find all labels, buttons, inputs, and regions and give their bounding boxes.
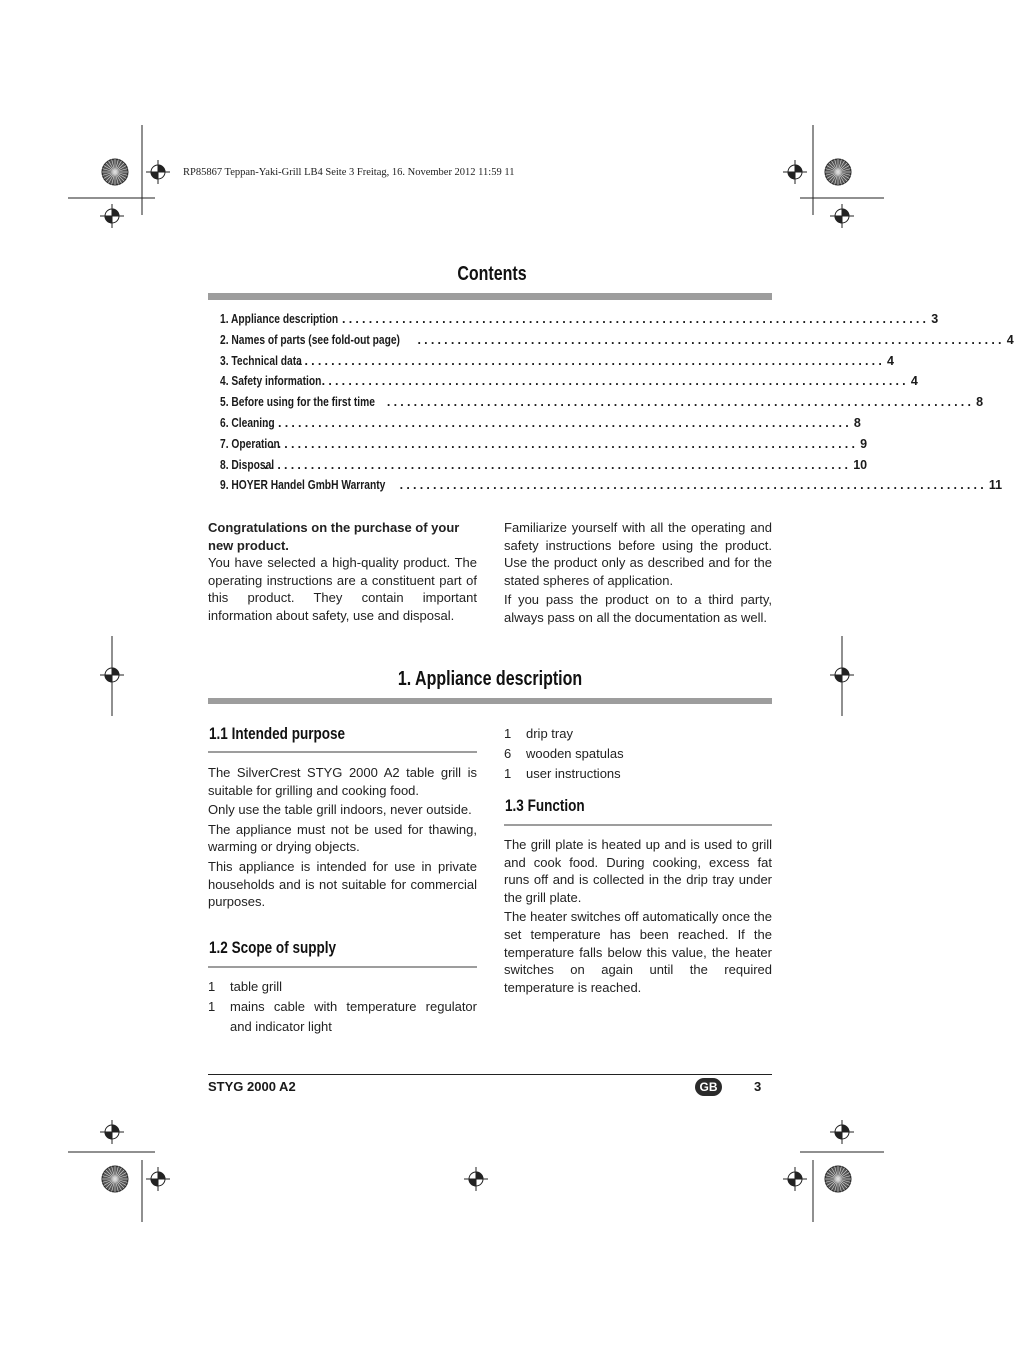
toc-title: 5. Before using for the first time bbox=[220, 395, 375, 410]
toc-title: 8. Disposal bbox=[220, 457, 275, 472]
intended-p1: The SilverCrest STYG 2000 A2 table grill is suitable for grilling and cooking food. bbox=[208, 765, 477, 798]
qty: 1 bbox=[208, 999, 216, 1014]
registration-mark bbox=[830, 204, 854, 228]
registration-mark bbox=[830, 663, 854, 687]
toc-page: 9 bbox=[860, 436, 868, 451]
function-p1: The grill plate is heated up and is used to grill and cook food. During cooking, excess fat runs off and is collected in the drip tray under the grill plate. bbox=[504, 837, 772, 905]
registration-mark bbox=[783, 1167, 807, 1191]
registration-mark bbox=[146, 160, 170, 184]
item-text: table grill bbox=[230, 979, 283, 994]
toc-leader: ........................................................................................ bbox=[399, 478, 987, 493]
footer-model: STYG 2000 A2 bbox=[208, 1079, 296, 1094]
toc-leader: ........................................................................................ bbox=[270, 436, 859, 451]
intended-p3: The appliance must not be used for thawing, warming or drying objects. bbox=[208, 821, 477, 855]
toc-leader: ........................................................................................ bbox=[342, 312, 930, 326]
toc-page: 8 bbox=[853, 415, 861, 430]
qty: 1 bbox=[504, 766, 512, 781]
print-slug: RP85867 Teppan-Yaki-Grill LB4 Seite 3 Freitag, 16. November 2012 11:59 11 bbox=[183, 167, 515, 178]
toc-page: 4 bbox=[1006, 332, 1014, 347]
registration-mark bbox=[100, 204, 124, 228]
registration-mark bbox=[464, 1167, 488, 1191]
intro-text: You have selected a high-quality product. The operating instructions are a constituent part of this product. They contain important information about safety, use and disposal. bbox=[208, 555, 477, 623]
toc-page: 11 bbox=[988, 478, 1003, 493]
qty: 1 bbox=[504, 726, 512, 741]
toc-page: 4 bbox=[887, 353, 894, 368]
registration-mark bbox=[100, 663, 124, 687]
toc-leader: ........................................................................................ bbox=[321, 374, 909, 389]
item-text: user instructions bbox=[526, 766, 621, 781]
function-p2: The heater switches off automatically once the set temperature has been reached. If the temperature falls below this value, the heater switches on again until the required temperature is reached. bbox=[504, 909, 772, 995]
footer-page-number: 3 bbox=[754, 1079, 762, 1094]
toc-page: 3 bbox=[931, 312, 939, 326]
color-target-mark bbox=[102, 1166, 128, 1192]
registration-mark bbox=[146, 1167, 170, 1191]
intended-p4: This appliance is intended for use in private households and is not suitable for commercial purposes. bbox=[208, 858, 477, 910]
registration-mark bbox=[783, 160, 807, 184]
intro-right-p2: If you pass the product on to a third party, always pass on all the documentation as well. bbox=[504, 592, 772, 625]
intended-p2: Only use the table grill indoors, never outside. bbox=[208, 802, 472, 818]
toc-title: 3. Technical data bbox=[220, 353, 302, 368]
intro-congratulations: Congratulations on the purchase of your new product. bbox=[208, 520, 460, 553]
qty: 1 bbox=[208, 979, 216, 994]
scope-heading: 1.2 Scope of supply bbox=[209, 939, 337, 957]
registration-mark bbox=[830, 1120, 854, 1144]
toc-leader: ........................................................................................ bbox=[386, 395, 975, 410]
item-text: wooden spatulas bbox=[526, 746, 624, 761]
toc-title: 1. Appliance description bbox=[220, 312, 339, 326]
color-target-mark bbox=[102, 159, 128, 185]
toc-title: 2. Names of parts (see fold-out page) bbox=[220, 332, 400, 347]
item-text: mains cable with temperature regulator and indicator light bbox=[230, 999, 477, 1034]
contents-heading: Contents bbox=[457, 263, 527, 285]
toc-leader: ........................................................................................ bbox=[264, 415, 852, 430]
color-target-mark bbox=[825, 159, 851, 185]
intended-purpose-heading: 1.1 Intended purpose bbox=[209, 725, 346, 743]
item-text: drip tray bbox=[526, 726, 573, 741]
registration-mark bbox=[100, 1120, 124, 1144]
toc-page: 4 bbox=[910, 374, 918, 389]
toc-page: 10 bbox=[853, 457, 868, 472]
language-badge: GB bbox=[695, 1078, 722, 1096]
function-heading: 1.3 Function bbox=[505, 797, 585, 815]
section-heading: 1. Appliance description bbox=[397, 668, 583, 690]
toc-title: 6. Cleaning bbox=[220, 415, 275, 430]
color-target-mark bbox=[825, 1166, 851, 1192]
toc-title: 7. Operation bbox=[220, 436, 280, 451]
toc-leader: ........................................................................................ bbox=[297, 353, 886, 368]
toc-title: 4. Safety information bbox=[220, 374, 322, 389]
toc-page: 8 bbox=[976, 395, 984, 410]
toc-title: 9. HOYER Handel GmbH Warranty bbox=[220, 478, 386, 493]
intro-right-p1: Familiarize yourself with all the operating and safety instructions before using the product. Use the product only as described and for the stated spheres of application. bbox=[504, 520, 772, 588]
toc-leader: ........................................................................................ bbox=[264, 457, 852, 472]
qty: 6 bbox=[504, 746, 512, 761]
toc-leader: ........................................................................................ bbox=[417, 332, 1005, 347]
